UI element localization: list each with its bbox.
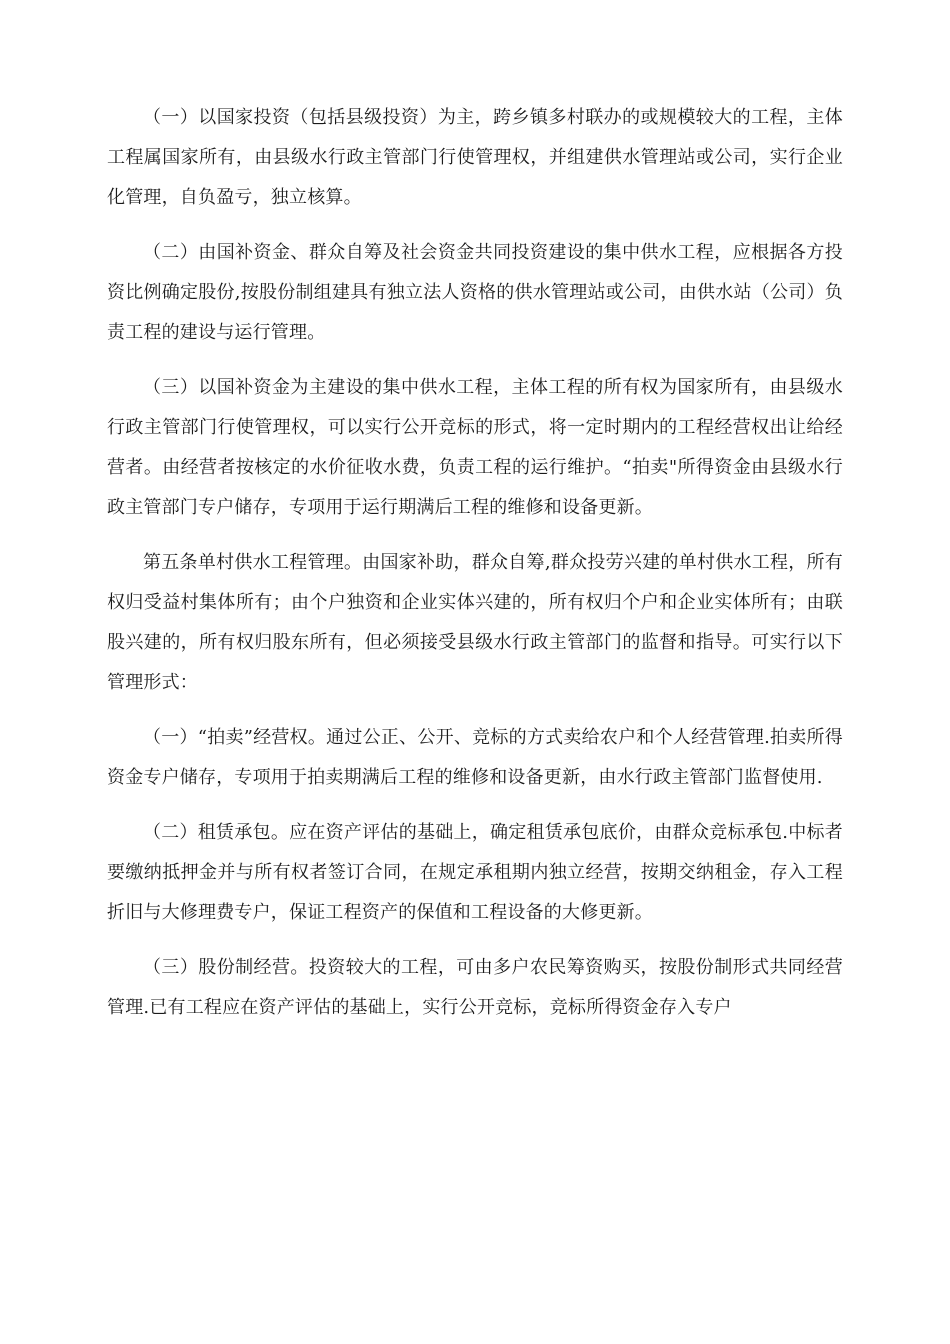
paragraph-3: （三）以国补资金为主建设的集中供水工程，主体工程的所有权为国家所有，由县级水行政主管部门行使管理权，可以实行公开竞标的形式，将一定时期内的工程经营权出让给经营者。由经营者按核定的水价征收水费，负责工程的运行维护。“拍卖"所得资金由县级水行政主管部门专户储存，专项用于运行期满后工程的维修和设备更新。: [107, 377, 843, 518]
paragraph-7: （三）股份制经营。投资较大的工程，可由多户农民筹资购买，按股份制形式共同经营管理.已有工程应在资产评估的基础上，实行公开竞标，竞标所得资金存入专户: [107, 957, 843, 1018]
paragraph-6: （二）租赁承包。应在资产评估的基础上，确定租赁承包底价，由群众竞标承包.中标者要缴纳抵押金并与所有权者签订合同，在规定承租期内独立经营，按期交纳租金，存入工程折旧与大修理费专户，保证工程资产的保值和工程设备的大修更新。: [107, 822, 843, 923]
paragraph-2: （二）由国补资金、群众自筹及社会资金共同投资建设的集中供水工程，应根据各方投资比例确定股份,按股份制组建具有独立法人资格的供水管理站或公司，由供水站（公司）负责工程的建设与运行管理。: [107, 242, 843, 343]
paragraph-5: （一）“拍卖”经营权。通过公正、公开、竞标的方式卖给农户和个人经营管理.拍卖所得资金专户储存，专项用于拍卖期满后工程的维修和设备更新，由水行政主管部门监督使用.: [107, 727, 843, 788]
document-body: [107, 98, 843, 1043]
paragraph-1: （一）以国家投资（包括县级投资）为主，跨乡镇多村联办的或规模较大的工程，主体工程属国家所有，由县级水行政主管部门行使管理权，并组建供水管理站或公司，实行企业化管理，自负盈亏，独立核算。: [107, 107, 843, 208]
paragraph-4: 第五条单村供水工程管理。由国家补助，群众自筹,群众投劳兴建的单村供水工程，所有权归受益村集体所有；由个户独资和企业实体兴建的，所有权归个户和企业实体所有；由联股兴建的，所有权归股东所有，但必须接受县级水行政主管部门的监督和指导。可实行以下管理形式：: [107, 552, 843, 693]
